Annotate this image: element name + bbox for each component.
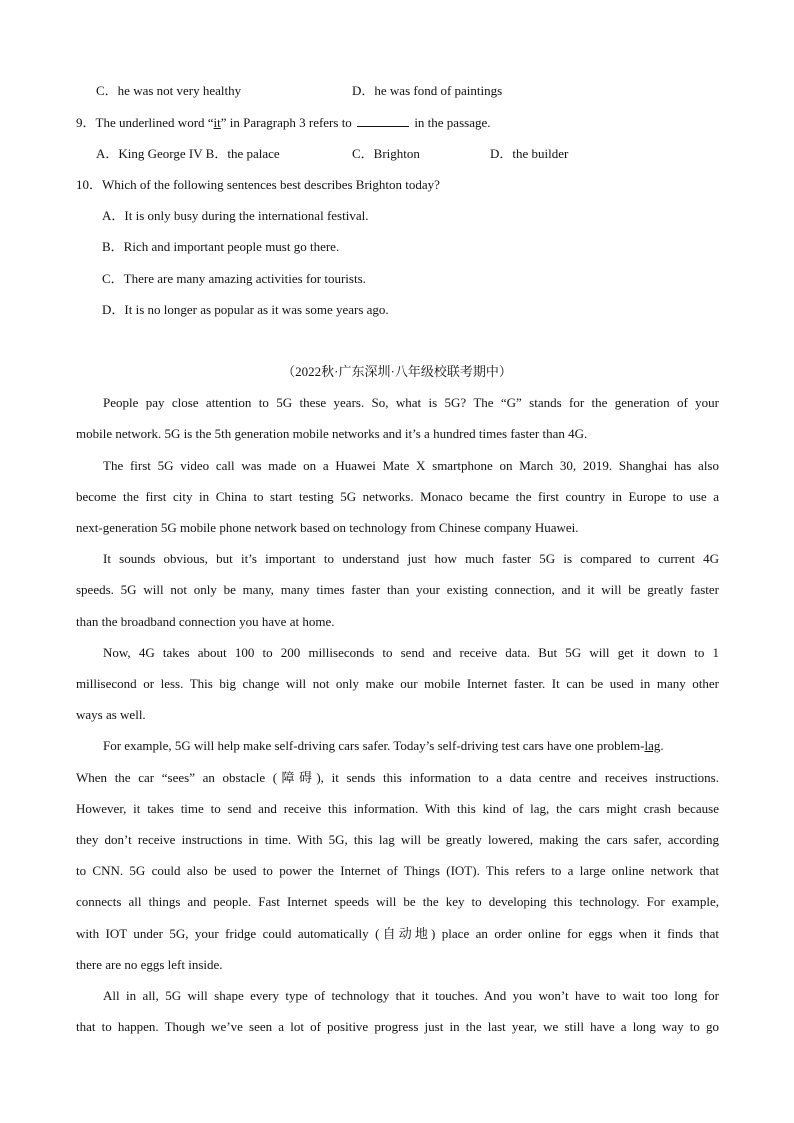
q9-option-a: A．King George IV (96, 146, 203, 161)
passage-line: It sounds obvious, but it’s important to understand just how much faster 5G is compared to current 4G (103, 551, 719, 566)
underlined-word-tail: . (660, 738, 664, 753)
answer-blank (357, 114, 409, 127)
q9-options (96, 146, 280, 162)
q9-stem-suffix2: in the passage. (414, 115, 491, 130)
underlined-word-lag: lag (644, 738, 661, 753)
q10-option-a: A．It is only busy during the international festival. (102, 208, 369, 223)
passage-line: next-generation 5G mobile phone network based on technology from Chinese company Huawei. (76, 520, 579, 535)
passage-line: The first 5G video call was made on a Huawei Mate X smartphone on March 30, 2019. Shanghai has also (103, 458, 719, 473)
passage-line: become the first city in China to start testing 5G networks. Monaco became the first country in Europe to use a (76, 489, 719, 504)
passage-line: that to happen. Though we’ve seen a lot of positive progress just in the last year, we still have a long way to go (76, 1019, 719, 1034)
passage-source: （2022秋·广东深圳·八年级校联考期中） (282, 364, 512, 379)
q10-stem: 10．Which of the following sentences best describes Brighton today? (76, 177, 440, 192)
passage-line: All in all, 5G will shape every type of technology that it touches. And you won’t have to wait too long for (103, 988, 719, 1003)
passage-line: People pay close attention to 5G these years. So, what is 5G? The “G” stands for the generation of your (103, 395, 719, 410)
q10-option-b: B．Rich and important people must go there. (102, 239, 340, 254)
passage-line: When the car “sees” an obstacle (障碍), it sends this information to a data centre and receives instructions. (76, 770, 719, 785)
passage-line: millisecond or less. This big change will not only make our mobile Internet faster. It can be used in many other (76, 676, 719, 691)
q9-option-d: D．the builder (490, 146, 569, 161)
q9-stem-prefix: 9．The underlined word “ (76, 115, 214, 130)
q9-stem-suffix: ” in Paragraph 3 refers to (220, 115, 352, 130)
passage-line: than the broadband connection you have at home. (76, 614, 335, 629)
q8-option-c: C．he was not very healthy (96, 83, 242, 98)
passage-line: with IOT under 5G, your fridge could automatically (自动地) place an order online for eggs when it finds that (76, 926, 719, 941)
passage-line: speeds. 5G will not only be many, many times faster than your existing connection, and it will be greatly faster (76, 582, 719, 597)
passage-line: mobile network. 5G is the 5th generation mobile networks and it’s a hundred times faster than 4G. (76, 426, 588, 441)
passage-line: For example, 5G will help make self-driving cars safer. Today’s self-driving test cars have one problem- (103, 738, 645, 753)
q9-underlined-word: it (213, 115, 221, 130)
q9-option-c: C．Brighton (352, 146, 420, 161)
q10-option-c: C．There are many amazing activities for tourists. (102, 271, 366, 286)
passage-line: connects all things and people. Fast Internet speeds will be the key to developing this technology. For example, (76, 894, 719, 909)
passage-line: to CNN. 5G could also be used to power the Internet of Things (IOT). This refers to a large online network that (76, 863, 719, 878)
passage-line: they don’t receive instructions in time. With 5G, this lag will be greatly lowered, making the cars safer, according (76, 832, 719, 847)
passage-line: However, it takes time to send and receive this information. With this kind of lag, the cars might crash because (76, 801, 719, 816)
q9-option-b: B．the palace (205, 146, 280, 161)
q10-option-d: D．It is no longer as popular as it was some years ago. (102, 302, 389, 317)
passage-line: Now, 4G takes about 100 to 200 milliseconds to send and receive data. But 5G will get it down to 1 (103, 645, 719, 660)
passage-line: there are no eggs left inside. (76, 957, 223, 972)
q8-option-d: D．he was fond of paintings (352, 83, 503, 98)
passage-line: ways as well. (76, 707, 146, 722)
passage-line-with-underline (103, 738, 664, 754)
q9-stem (76, 114, 490, 131)
